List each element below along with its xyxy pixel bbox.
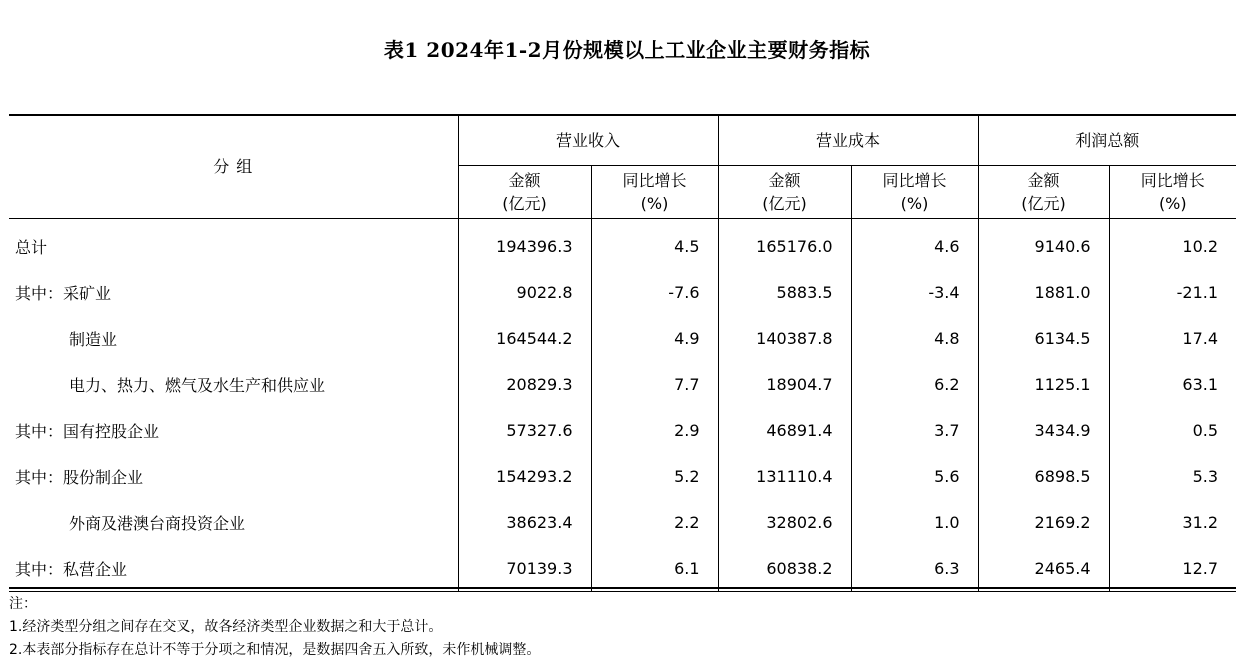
table-row (9, 453, 1236, 499)
revenue-growth-cell: 4.9 (591, 315, 718, 361)
revenue-growth-cell: 2.2 (591, 499, 718, 545)
profit-growth-header: 同比增长 (%) (1109, 166, 1236, 219)
revenue-growth-cell: 6.1 (591, 545, 718, 592)
revenue-amount-cell: 194396.3 (458, 219, 591, 270)
profit-growth-cell: 12.7 (1109, 545, 1236, 592)
profit-growth-cell: 63.1 (1109, 361, 1236, 407)
revenue-amount-cell: 164544.2 (458, 315, 591, 361)
profit-amount-cell: 2169.2 (978, 499, 1109, 545)
revenue-header: 营业收入 (458, 115, 718, 166)
table-row (9, 219, 1236, 270)
table-row (9, 407, 1236, 453)
cost-amount-cell: 5883.5 (718, 269, 851, 315)
profit-header: 利润总额 (978, 115, 1236, 166)
revenue-growth-cell: 4.5 (591, 219, 718, 270)
row-label: 电力、热力、燃气及水生产和供应业 (69, 375, 326, 395)
table-row (9, 315, 1236, 361)
profit-amount-cell: 9140.6 (978, 219, 1109, 270)
row-label: 其中：股份制企业 (15, 467, 144, 487)
cost-growth-cell: 4.8 (851, 315, 978, 361)
profit-amount-cell: 1125.1 (978, 361, 1109, 407)
cost-amount-cell: 18904.7 (718, 361, 851, 407)
row-label: 总计 (15, 237, 48, 257)
revenue-amount-cell: 154293.2 (458, 453, 591, 499)
cost-amount-cell: 140387.8 (718, 315, 851, 361)
cost-growth-cell: 4.6 (851, 219, 978, 270)
row-label: 外商及港澳台商投资企业 (69, 513, 246, 533)
profit-growth-cell: 0.5 (1109, 407, 1236, 453)
revenue-amount-header: 金额 (亿元) (458, 166, 591, 219)
header-row-groups (9, 115, 1236, 166)
cost-growth-cell: 6.3 (851, 545, 978, 592)
profit-growth-cell: 17.4 (1109, 315, 1236, 361)
row-label: 其中：采矿业 (15, 283, 112, 303)
table-row (9, 499, 1236, 545)
cost-amount-cell: 131110.4 (718, 453, 851, 499)
table-body (9, 219, 1236, 592)
profit-amount-cell: 3434.9 (978, 407, 1109, 453)
cost-growth-cell: 3.7 (851, 407, 978, 453)
revenue-growth-cell: -7.6 (591, 269, 718, 315)
revenue-amount-cell: 38623.4 (458, 499, 591, 545)
revenue-amount-cell: 9022.8 (458, 269, 591, 315)
notes-section (9, 593, 540, 662)
revenue-amount-cell: 20829.3 (458, 361, 591, 407)
row-label: 制造业 (69, 329, 118, 349)
row-label: 其中：国有控股企业 (15, 421, 160, 441)
cost-amount-cell: 46891.4 (718, 407, 851, 453)
group-header: 分 组 (9, 115, 458, 219)
revenue-growth-cell: 2.9 (591, 407, 718, 453)
row-label: 其中：私营企业 (9, 545, 458, 592)
revenue-growth-cell: 7.7 (591, 361, 718, 407)
table-bottom-rule (9, 587, 1236, 589)
profit-amount-cell: 6898.5 (978, 453, 1109, 499)
cost-amount-cell: 60838.2 (718, 545, 851, 592)
revenue-growth-cell: 5.2 (591, 453, 718, 499)
notes-heading: 注： (9, 596, 37, 612)
cost-amount-cell: 165176.0 (718, 219, 851, 270)
table-title: 表1 2024年1-2月份规模以上工业企业主要财务指标 (383, 38, 871, 62)
table-row (9, 269, 1236, 315)
cost-amount-cell: 32802.6 (718, 499, 851, 545)
profit-growth-cell: -21.1 (1109, 269, 1236, 315)
cost-growth-header: 同比增长 (%) (851, 166, 978, 219)
note-item-1: 1.经济类型分组之间存在交叉，故各经济类型企业数据之和大于总计。 (9, 619, 443, 635)
financial-indicators-table (9, 115, 1236, 592)
table-row (9, 361, 1236, 407)
profit-growth-cell: 31.2 (1109, 499, 1236, 545)
profit-amount-cell: 2465.4 (978, 545, 1109, 592)
cost-growth-cell: 6.2 (851, 361, 978, 407)
revenue-amount-cell: 70139.3 (458, 545, 591, 592)
profit-amount-cell: 1881.0 (978, 269, 1109, 315)
revenue-growth-header: 同比增长 (%) (591, 166, 718, 219)
note-item-2: 2.本表部分指标存在总计不等于分项之和情况，是数据四舍五入所致，未作机械调整。 (9, 642, 541, 658)
profit-growth-cell: 10.2 (1109, 219, 1236, 270)
cost-growth-cell: 5.6 (851, 453, 978, 499)
table-row (9, 545, 1236, 592)
cost-amount-header: 金额 (亿元) (718, 166, 851, 219)
cost-header: 营业成本 (718, 115, 978, 166)
revenue-amount-cell: 57327.6 (458, 407, 591, 453)
profit-amount-header: 金额 (亿元) (978, 166, 1109, 219)
cost-growth-cell: -3.4 (851, 269, 978, 315)
profit-amount-cell: 6134.5 (978, 315, 1109, 361)
cost-growth-cell: 1.0 (851, 499, 978, 545)
profit-growth-cell: 5.3 (1109, 453, 1236, 499)
